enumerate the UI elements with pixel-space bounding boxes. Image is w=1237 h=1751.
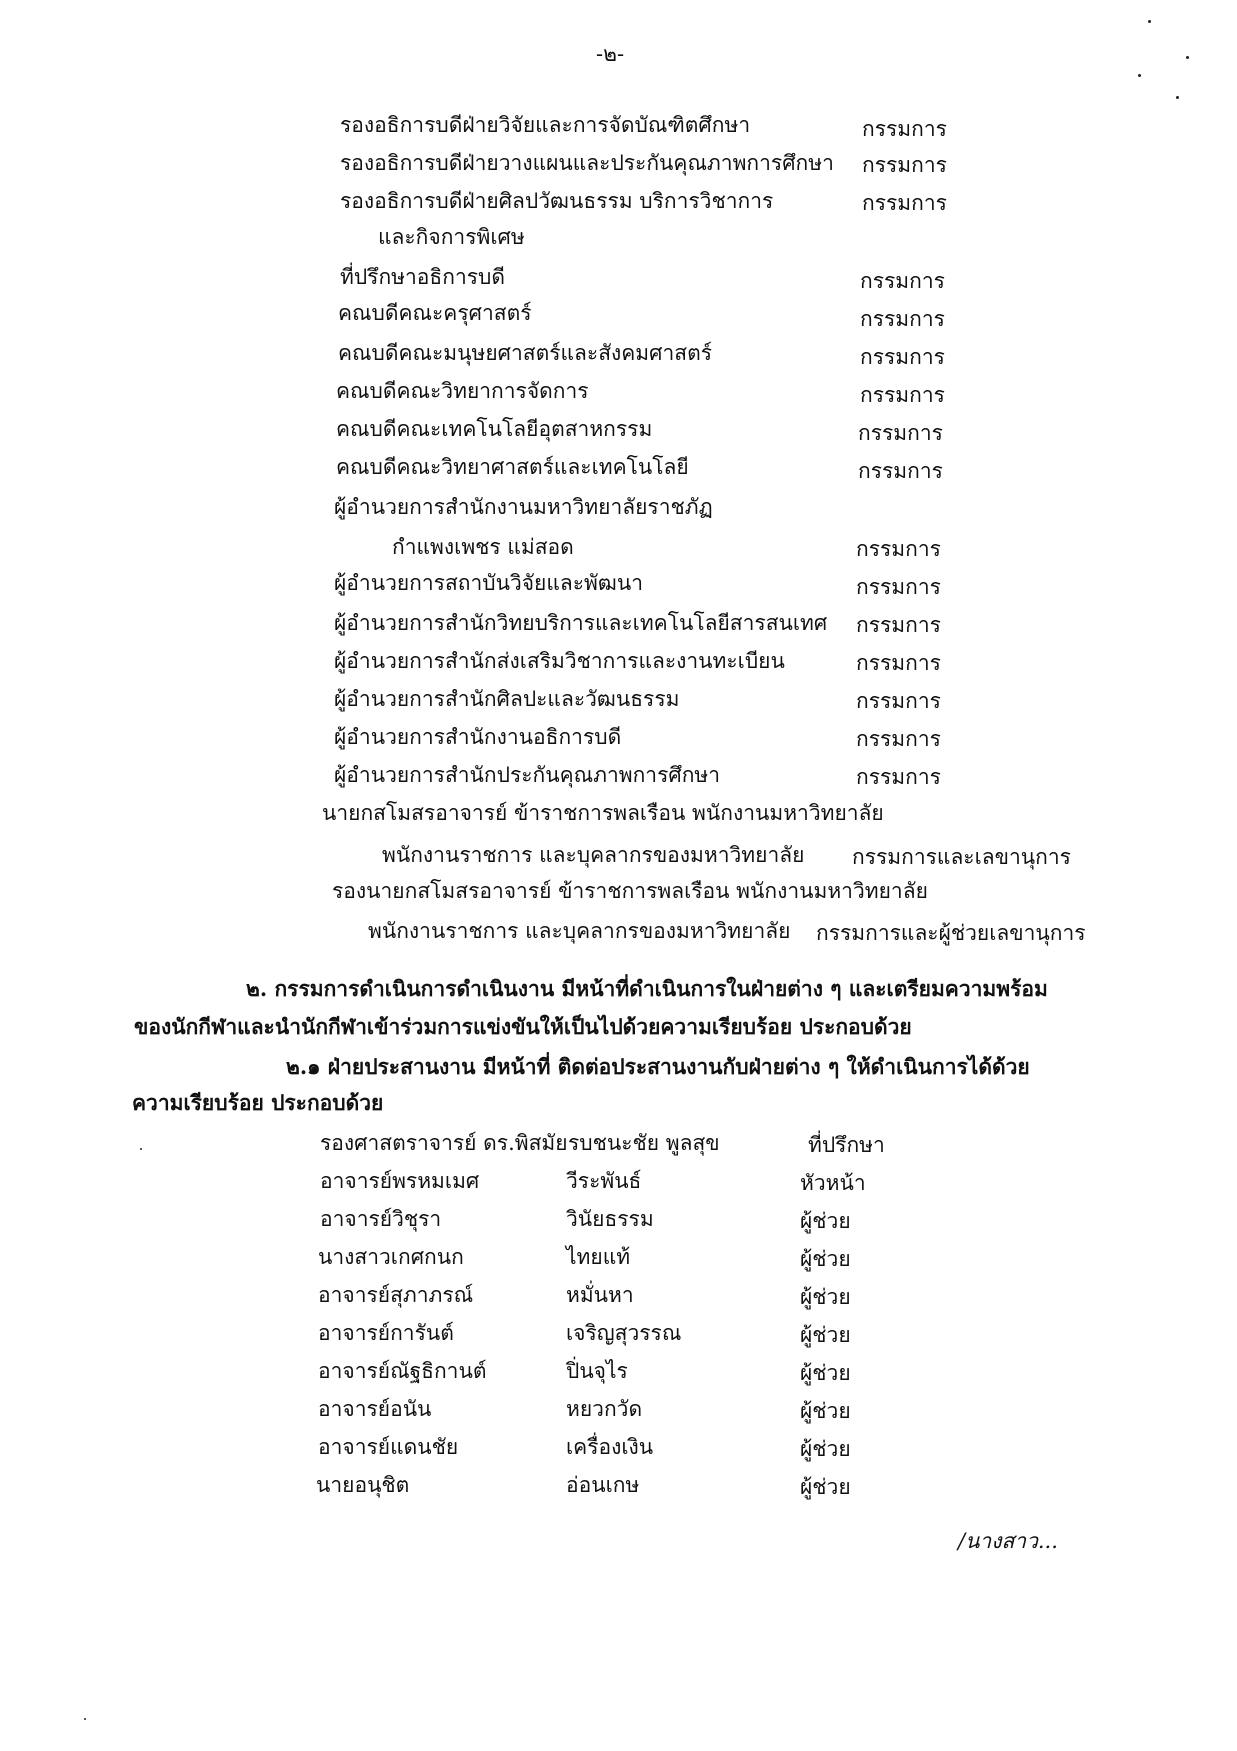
member-last-name: ปิ่นจุไร: [566, 1359, 628, 1383]
committee-line: ผู้อำนวยการสำนักส่งเสริมวิชาการและงานทะเบียน: [334, 649, 785, 673]
member-last-name: ไทยแท้: [566, 1245, 631, 1269]
member-first-name: อาจารย์วิชุรา: [320, 1207, 442, 1231]
committee-role: กรรมการ: [858, 421, 943, 445]
member-last-name: หยวกวัด: [566, 1397, 643, 1421]
member-last-name: เจริญสุวรรณ: [566, 1321, 682, 1345]
secretary-line: พนักงานราชการ และบุคลากรของมหาวิทยาลัย: [382, 843, 805, 867]
committee-line: กำแพงเพชร แม่สอด: [392, 535, 574, 559]
secretary-line: นายกสโมสรอาจารย์ ข้าราชการพลเรือน พนักงานมหาวิทยาลัย: [322, 801, 884, 825]
assistant-secretary-line: รองนายกสโมสรอาจารย์ ข้าราชการพลเรือน พนักงานมหาวิทยาลัย: [332, 879, 928, 903]
member-last-name: เครื่องเงิน: [566, 1435, 654, 1459]
member-first-name: อาจารย์อนัน: [318, 1397, 432, 1421]
assistant-secretary-line: พนักงานราชการ และบุคลากรของมหาวิทยาลัย: [368, 919, 791, 943]
committee-role: กรรมการ: [860, 383, 945, 407]
member-first-name: อาจารย์แดนชัย: [318, 1435, 459, 1459]
committee-line: ผู้อำนวยการสำนักประกันคุณภาพการศึกษา: [334, 763, 721, 787]
committee-line: รองอธิการบดีฝ่ายวิจัยและการจัดบัณฑิตศึกษา: [340, 113, 751, 137]
section-2-1-heading: ๒.๑ ฝ่ายประสานงาน มีหน้าที่ ติดต่อประสานงานกับฝ่ายต่าง ๆ ให้ดำเนินการได้ด้วย: [286, 1054, 1030, 1079]
committee-line: คณบดีคณะมนุษยศาสตร์และสังคมศาสตร์: [338, 341, 713, 365]
punch-hole-mark: [1162, 600, 1186, 630]
committee-role: กรรมการ: [862, 191, 947, 215]
continuation-marker: /นางสาว...: [958, 1529, 1058, 1553]
committee-role: กรรมการ: [860, 345, 945, 369]
member-role: หัวหน้า: [800, 1171, 866, 1195]
committee-line: ที่ปรึกษาอธิการบดี: [340, 265, 505, 289]
member-last-name: อ่อนเกษ: [566, 1473, 640, 1497]
member-first-name: อาจารย์พรหมเมศ: [320, 1169, 480, 1193]
assistant-secretary-role: กรรมการและผู้ช่วยเลขานุการ: [816, 921, 1086, 945]
member-last-name: วีระพันธ์: [566, 1169, 642, 1193]
member-role: ผู้ช่วย: [800, 1209, 851, 1233]
member-role: ผู้ช่วย: [800, 1323, 851, 1347]
committee-line: คณบดีคณะเทคโนโลยีอุตสาหกรรม: [336, 417, 653, 441]
committee-line: คณบดีคณะวิทยาศาสตร์และเทคโนโลยี: [336, 455, 689, 479]
section-2-1-paragraph: ความเรียบร้อย ประกอบด้วย: [132, 1090, 384, 1115]
committee-line: ผู้อำนวยการสำนักศิลปะและวัฒนธรรม: [334, 687, 680, 711]
committee-line: และกิจการพิเศษ: [378, 225, 525, 249]
committee-role: กรรมการ: [862, 117, 947, 141]
member-role: ผู้ช่วย: [800, 1361, 851, 1385]
scan-speck: [1148, 20, 1151, 23]
scan-speck: [1186, 56, 1189, 59]
member-first-name: อาจารย์การันต์: [318, 1321, 454, 1345]
committee-role: กรรมการ: [860, 307, 945, 331]
member-role: ที่ปรึกษา: [808, 1133, 885, 1157]
committee-line: รองอธิการบดีฝ่ายศิลปวัฒนธรรม บริการวิชาการ: [340, 189, 774, 213]
committee-role: กรรมการ: [856, 689, 941, 713]
committee-line: คณบดีคณะครุศาสตร์: [338, 301, 532, 325]
committee-line: ผู้อำนวยการสำนักงานมหาวิทยาลัยราชภัฏ: [334, 495, 713, 519]
committee-role: กรรมการ: [856, 575, 941, 599]
page-number: -๒-: [596, 42, 625, 66]
committee-line: รองอธิการบดีฝ่ายวางแผนและประกันคุณภาพการศึกษา: [340, 151, 834, 175]
member-first-name: นางสาวเกศกนก: [318, 1245, 464, 1269]
scan-speck: [1176, 96, 1179, 99]
committee-line: คณบดีคณะวิทยาการจัดการ: [336, 379, 589, 403]
committee-role: กรรมการ: [858, 459, 943, 483]
committee-line: ผู้อำนวยการสำนักวิทยบริการและเทคโนโลยีสารสนเทศ: [334, 611, 828, 635]
member-role: ผู้ช่วย: [800, 1285, 851, 1309]
member-first-name: อาจารย์สุภาภรณ์: [318, 1283, 474, 1307]
secretary-role: กรรมการและเลขานุการ: [852, 845, 1071, 869]
member-role: ผู้ช่วย: [800, 1437, 851, 1461]
member-role: ผู้ช่วย: [800, 1399, 851, 1423]
committee-role: กรรมการ: [862, 153, 947, 177]
member-last-name: วินัยธรรม: [566, 1207, 654, 1231]
member-first-name: อาจารย์ณัฐธิกานต์: [318, 1359, 487, 1383]
committee-role: กรรมการ: [856, 727, 941, 751]
punch-hole-mark: [1160, 1084, 1184, 1114]
scan-speck: [140, 1148, 142, 1150]
section-2-heading: ๒. กรรมการดำเนินการดำเนินงาน มีหน้าที่ดำเนินการในฝ่ายต่าง ๆ และเตรียมความพร้อม: [246, 976, 1048, 1001]
scan-speck: [1138, 74, 1141, 77]
member-first-name: รองศาสตราจารย์ ดร.พิสมัย: [320, 1131, 568, 1155]
committee-line: ผู้อำนวยการสำนักงานอธิการบดี: [334, 725, 622, 749]
scan-speck: [84, 1718, 86, 1720]
section-2-paragraph: ของนักกีฬาและนำนักกีฬาเข้าร่วมการแข่งขันให้เป็นไปด้วยความเรียบร้อย ประกอบด้วย: [134, 1014, 912, 1039]
committee-role: กรรมการ: [856, 537, 941, 561]
committee-role: กรรมการ: [856, 651, 941, 675]
committee-role: กรรมการ: [856, 613, 941, 637]
member-role: ผู้ช่วย: [800, 1475, 851, 1499]
member-last-name: หมั่นหา: [566, 1283, 634, 1307]
committee-role: กรรมการ: [856, 765, 941, 789]
committee-role: กรรมการ: [860, 269, 945, 293]
member-first-name: นายอนุชิต: [316, 1473, 410, 1497]
committee-line: ผู้อำนวยการสถาบันวิจัยและพัฒนา: [334, 571, 644, 595]
member-role: ผู้ช่วย: [800, 1247, 851, 1271]
member-last-name: รบชนะชัย พูลสุข: [568, 1131, 720, 1155]
